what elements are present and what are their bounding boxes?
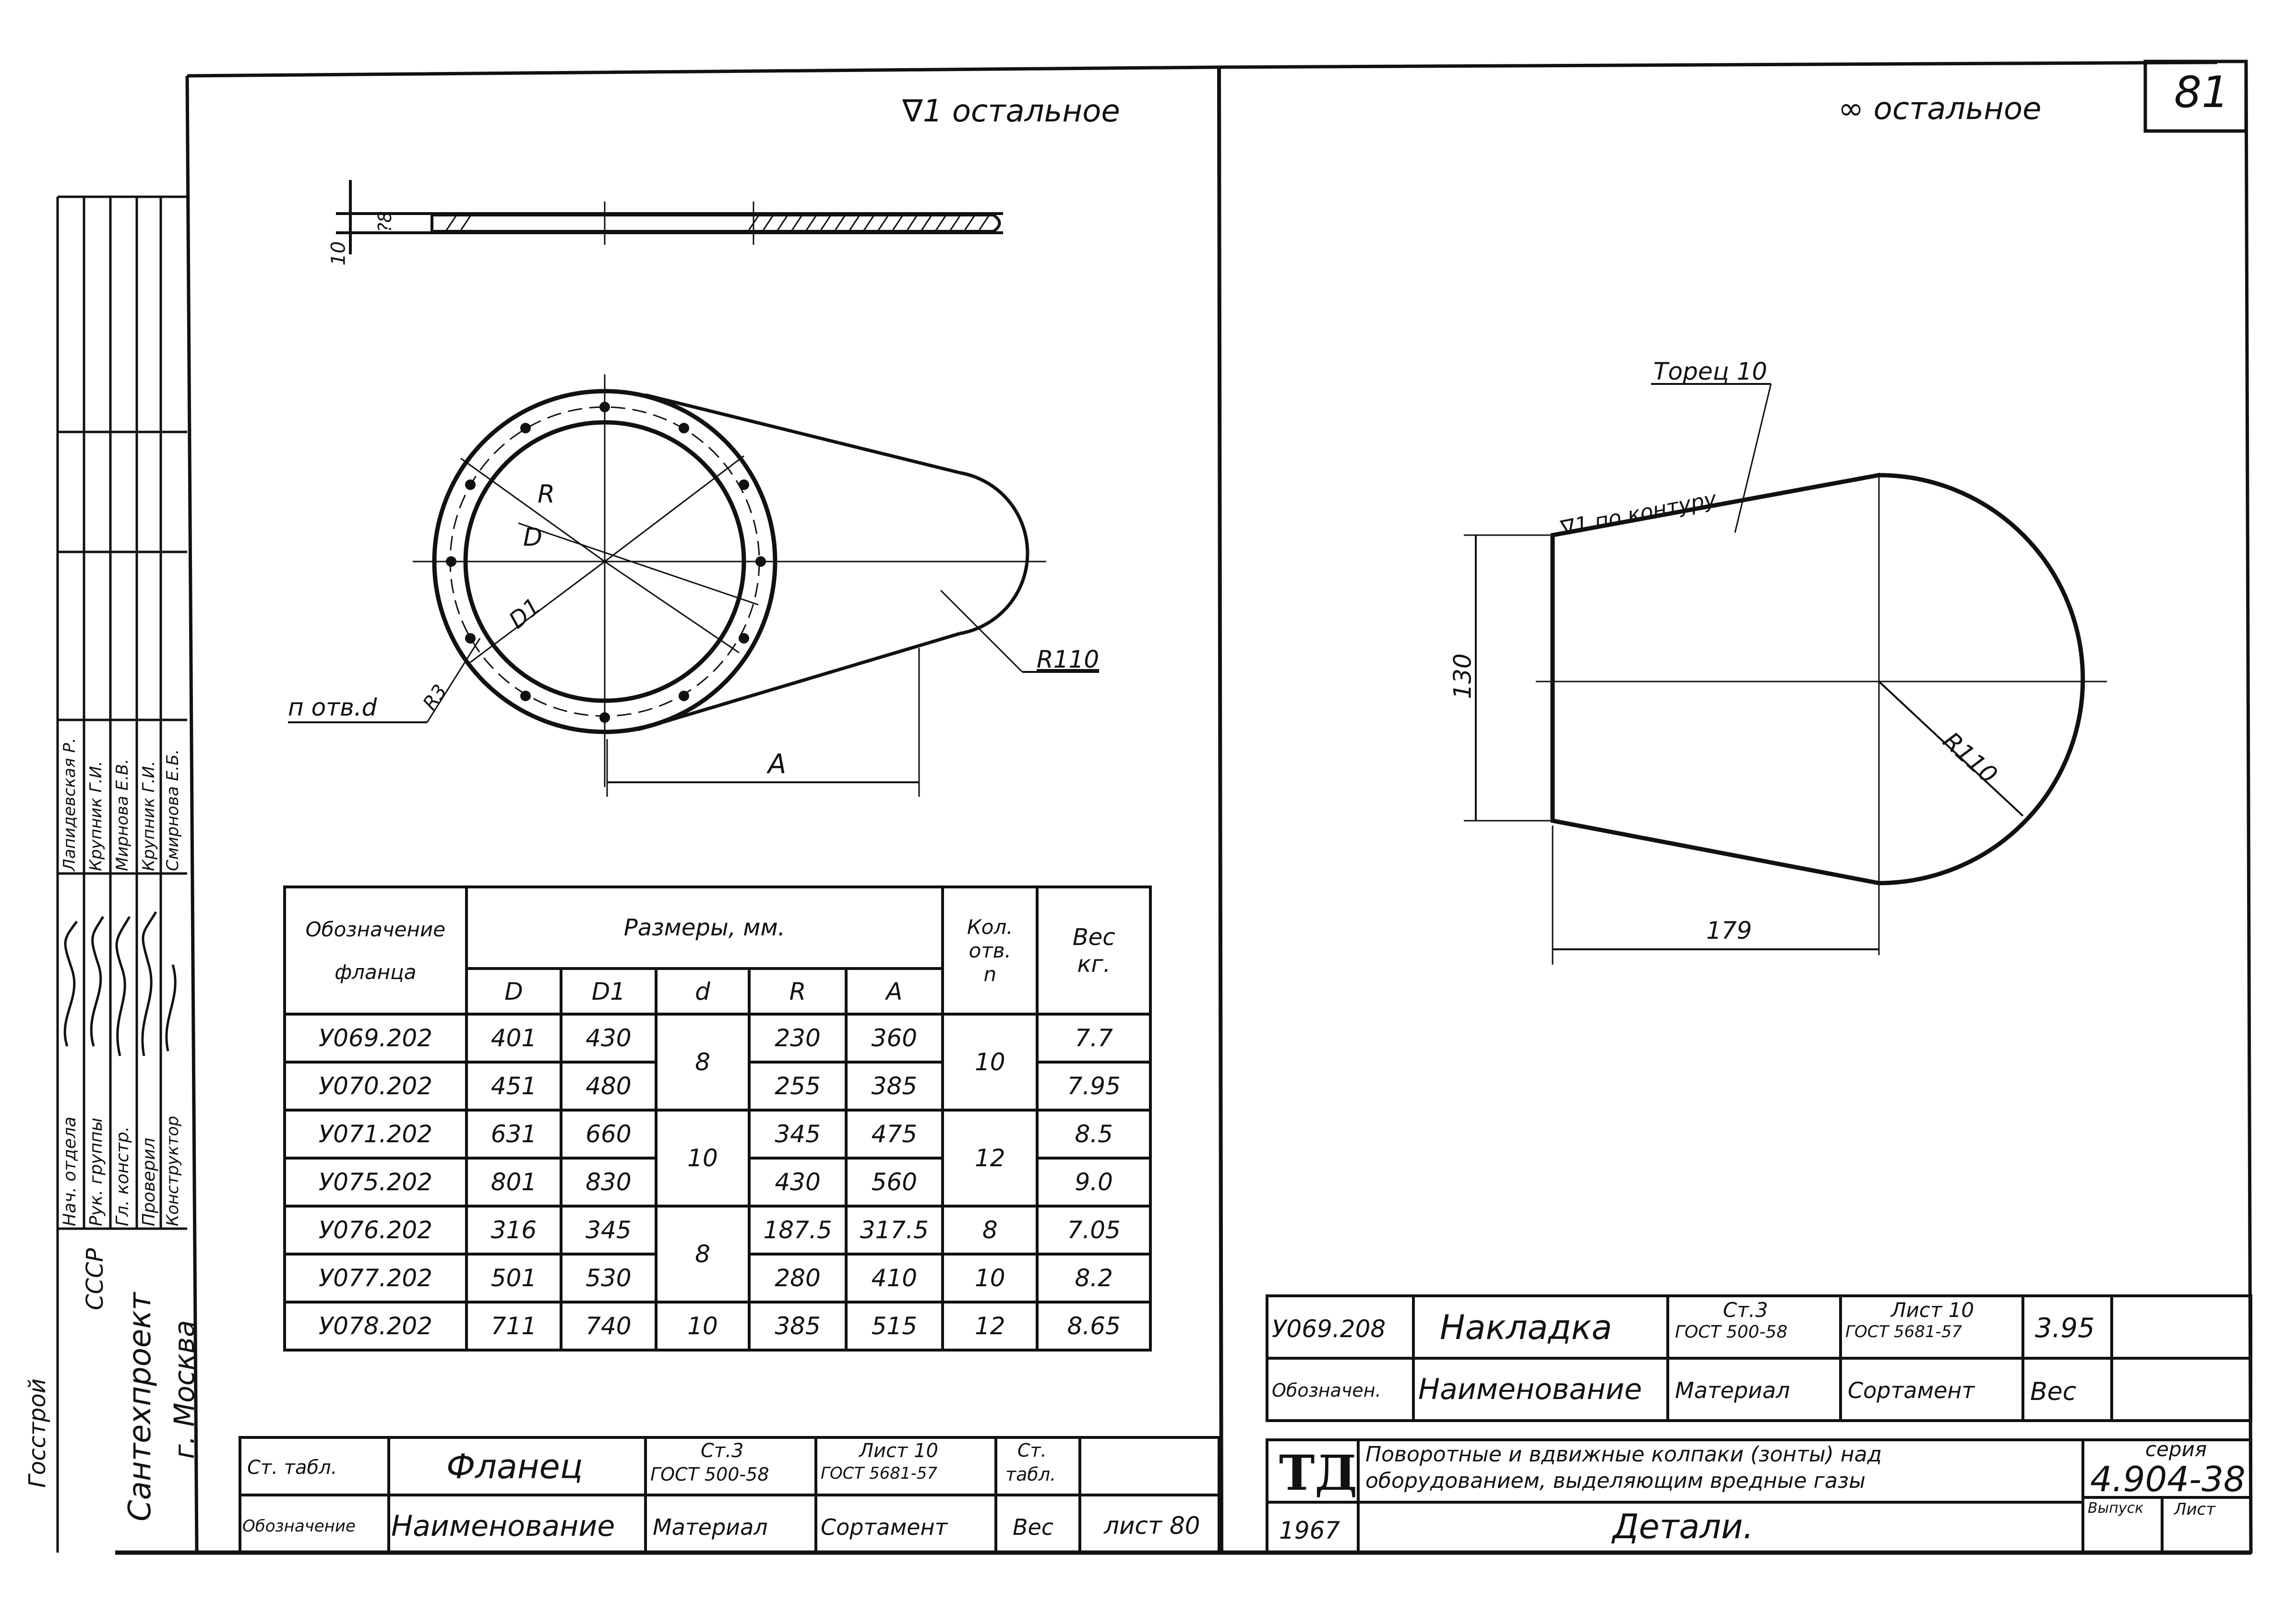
rp-r2c4: Сортамент: [1848, 1377, 1975, 1403]
lt-r2c1: Обозначение: [242, 1517, 356, 1536]
dim-a-label: A: [768, 749, 787, 780]
lt-r1c5a: Ст.: [1017, 1440, 1047, 1461]
lt-r1c1: Ст. табл.: [247, 1457, 337, 1479]
name-0: Лапидевская Р.: [60, 738, 79, 871]
col-a: A: [846, 969, 943, 1014]
year: 1967: [1279, 1517, 1340, 1544]
drawing-title: Детали.: [1613, 1507, 1754, 1546]
holes-label: п отв.d: [288, 694, 377, 721]
frame-divider-line: [1219, 67, 1221, 1553]
rp-r1c3a: Ст.3: [1723, 1298, 1768, 1322]
header-holes: Кол. отв. n: [943, 887, 1037, 1014]
dim-r3-label: R3: [419, 680, 452, 715]
dim-130-label: 130: [1448, 653, 1477, 699]
role-1: Рук. группы: [86, 1117, 106, 1226]
header-weight: Вес кг.: [1037, 887, 1150, 1014]
org-1: Госстрой: [24, 1378, 51, 1488]
dim-r110-right-label: R110: [1937, 726, 2003, 790]
rp-r2c3: Материал: [1675, 1377, 1790, 1403]
sheet-number: 81: [2174, 67, 2229, 118]
lt-r1c4a: Лист 10: [859, 1440, 938, 1462]
left-surface-note: ∇1 остальное: [902, 94, 1120, 129]
rp-r1c4a: Лист 10: [1891, 1298, 1974, 1322]
flange-table: [283, 885, 1152, 1352]
table-row: У075.202 801 830 430 560 9.0: [285, 1158, 1150, 1206]
lt-r1c5b: табл.: [1005, 1464, 1056, 1485]
lt-r2c6: лист 80: [1104, 1512, 1200, 1540]
name-3: Крупник Г.И.: [139, 761, 158, 871]
series-value: 4.904-38: [2090, 1459, 2246, 1499]
lt-r1c2: Фланец: [446, 1447, 583, 1486]
table-row: У070.202 451 480 255 385 7.95: [285, 1062, 1150, 1110]
rp-r1c2: Накладка: [1440, 1308, 1613, 1347]
lt-r1c4b: ГОСТ 5681-57: [821, 1464, 938, 1483]
col-d1: D1: [561, 969, 656, 1014]
contour-note: ∇1 по контуру: [1559, 487, 1719, 541]
name-4: Смирнова Е.Б.: [163, 749, 182, 871]
role-0: Нач. отдела: [60, 1116, 80, 1226]
role-4: Конструктор: [163, 1115, 182, 1226]
lt-r1c3a: Ст.3: [701, 1440, 744, 1462]
org-4: г. Москва: [168, 1320, 201, 1459]
torch-label: Торец 10: [1653, 358, 1768, 385]
series-label: серия: [2145, 1437, 2207, 1461]
dim-179-label: 179: [1706, 917, 1752, 945]
dim-r110-label: R110: [1037, 646, 1100, 673]
lt-r2c4: Сортамент: [821, 1514, 948, 1540]
lt-r1c3b: ГОСТ 500-58: [650, 1464, 769, 1485]
rp-r1c1: У069.208: [1272, 1315, 1386, 1343]
rp-r1c3b: ГОСТ 500-58: [1675, 1322, 1788, 1342]
rp-r1c5: 3.95: [2035, 1313, 2095, 1344]
rp-r2c1: Обозначен.: [1272, 1380, 1381, 1401]
rp-r2c2: Наименование: [1418, 1373, 1642, 1406]
lt-r2c2: Наименование: [391, 1509, 615, 1543]
description-line-2: оборудованием, выделяющим вредные газы: [1365, 1469, 1866, 1493]
section-thickness-label: 10: [327, 241, 350, 266]
lt-r2c5: Вес: [1013, 1514, 1054, 1540]
role-2: Гл. констр.: [113, 1126, 132, 1226]
section-label-small: ?8: [374, 211, 396, 233]
name-2: Мирнова Е.В.: [113, 758, 132, 871]
lt-r2c3: Материал: [653, 1514, 768, 1540]
dim-d1-label: D1: [503, 592, 546, 634]
table-row: У069.202 401 430 8 230 360 10 7.7: [285, 1014, 1150, 1062]
col-small-d: d: [656, 969, 750, 1014]
org-2: СССР: [82, 1248, 108, 1310]
table-row: У071.202 631 660 10 345 475 12 8.5: [285, 1110, 1150, 1158]
table-row: У076.202 316 345 8 187.5 317.5 8 7.05: [285, 1206, 1150, 1254]
header-sizes: Размеры, мм.: [466, 887, 943, 969]
frame-top-line: [187, 62, 2217, 76]
vypusk-label: Выпуск: [2088, 1500, 2144, 1517]
org-3: Сантехпроект: [122, 1292, 158, 1521]
td-logo: ТД: [1279, 1445, 1358, 1501]
rp-r2c5: Вес: [2030, 1377, 2077, 1406]
list-label: Лист: [2174, 1500, 2216, 1519]
col-d: D: [466, 969, 561, 1014]
table-row: У078.202 711 740 10 385 515 12 8.65: [285, 1302, 1150, 1350]
dim-r-label: R: [538, 480, 555, 509]
right-surface-note: ∞ остальное: [1838, 91, 2042, 127]
description-line-1: Поворотные и вдвижные колпаки (зонты) над: [1365, 1442, 1882, 1467]
role-3: Проверил: [139, 1137, 159, 1226]
name-1: Крупник Г.И.: [86, 761, 106, 871]
rp-r1c4b: ГОСТ 5681-57: [1845, 1322, 1962, 1341]
header-designation: Обозначение фланца: [285, 887, 466, 1014]
col-r: R: [749, 969, 846, 1014]
dim-d-label: D: [523, 523, 543, 552]
table-row: У077.202 501 530 280 410 10 8.2: [285, 1254, 1150, 1302]
